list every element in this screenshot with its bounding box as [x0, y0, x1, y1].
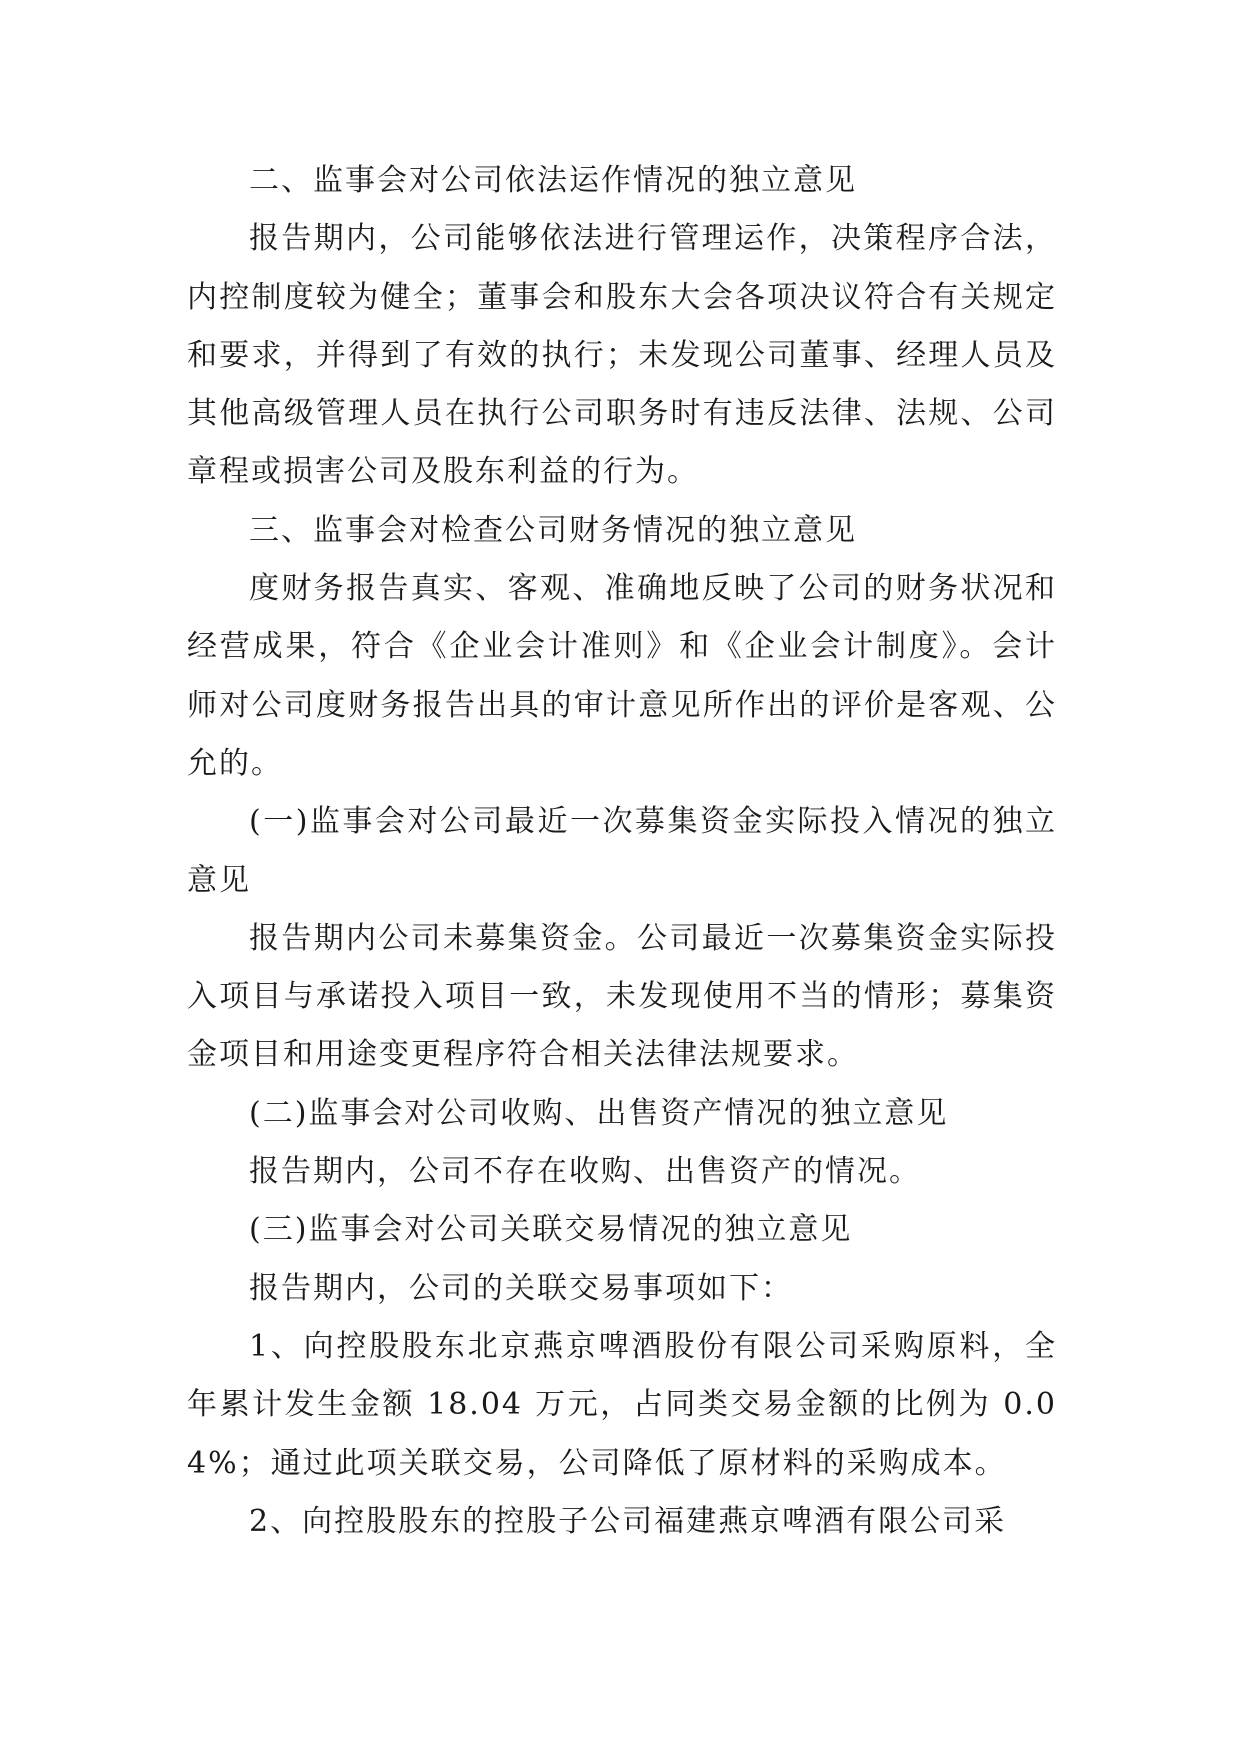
list-item-1: 1、向控股股东北京燕京啤酒股份有限公司采购原料，全年累计发生金额 18.04 万元，占同类交易金额的比例为 0.04%；通过此项关联交易，公司降低了原材料的采购成本。: [187, 1328, 1057, 1481]
paragraph-related-intro: 报告期内，公司的关联交易事项如下：: [249, 1270, 793, 1306]
list-item-2: 2、向控股股东的控股子公司福建燕京啤酒有限公司采: [249, 1503, 1007, 1539]
heading-subsection-3: (三)监事会对公司关联交易情况的独立意见: [249, 1212, 853, 1248]
paragraph-fundraising: 报告期内公司未募集资金。公司最近一次募集资金实际投入项目与承诺投入项目一致，未发现使用不当的情形；募集资金项目和用途变更程序符合相关法律法规要求。: [187, 920, 1057, 1073]
paragraph-legal-operation: 报告期内，公司能够依法进行管理运作，决策程序合法，内控制度较为健全；董事会和股东大会各项决议符合有关规定和要求，并得到了有效的执行；未发现公司董事、经理人员及其他高级管理人员在执行公司职务时有违反法律、法规、公司章程或损害公司及股东利益的行为。: [187, 221, 1057, 490]
paragraph-financial-report: 度财务报告真实、客观、准确地反映了公司的财务状况和经营成果，符合《企业会计准则》和《企业会计制度》。会计师对公司度财务报告出具的审计意见所作出的评价是客观、公允的。: [187, 571, 1057, 781]
heading-section-3: 三、监事会对检查公司财务情况的独立意见: [249, 512, 857, 548]
paragraph-asset-transactions: 报告期内，公司不存在收购、出售资产的情况。: [249, 1154, 921, 1190]
heading-subsection-2: (二)监事会对公司收购、出售资产情况的独立意见: [249, 1095, 949, 1131]
heading-subsection-1: (一)监事会对公司最近一次募集资金实际投入情况的独立意见: [187, 804, 1057, 898]
document-body: [187, 152, 1057, 1551]
heading-section-2: 二、监事会对公司依法运作情况的独立意见: [249, 163, 857, 198]
